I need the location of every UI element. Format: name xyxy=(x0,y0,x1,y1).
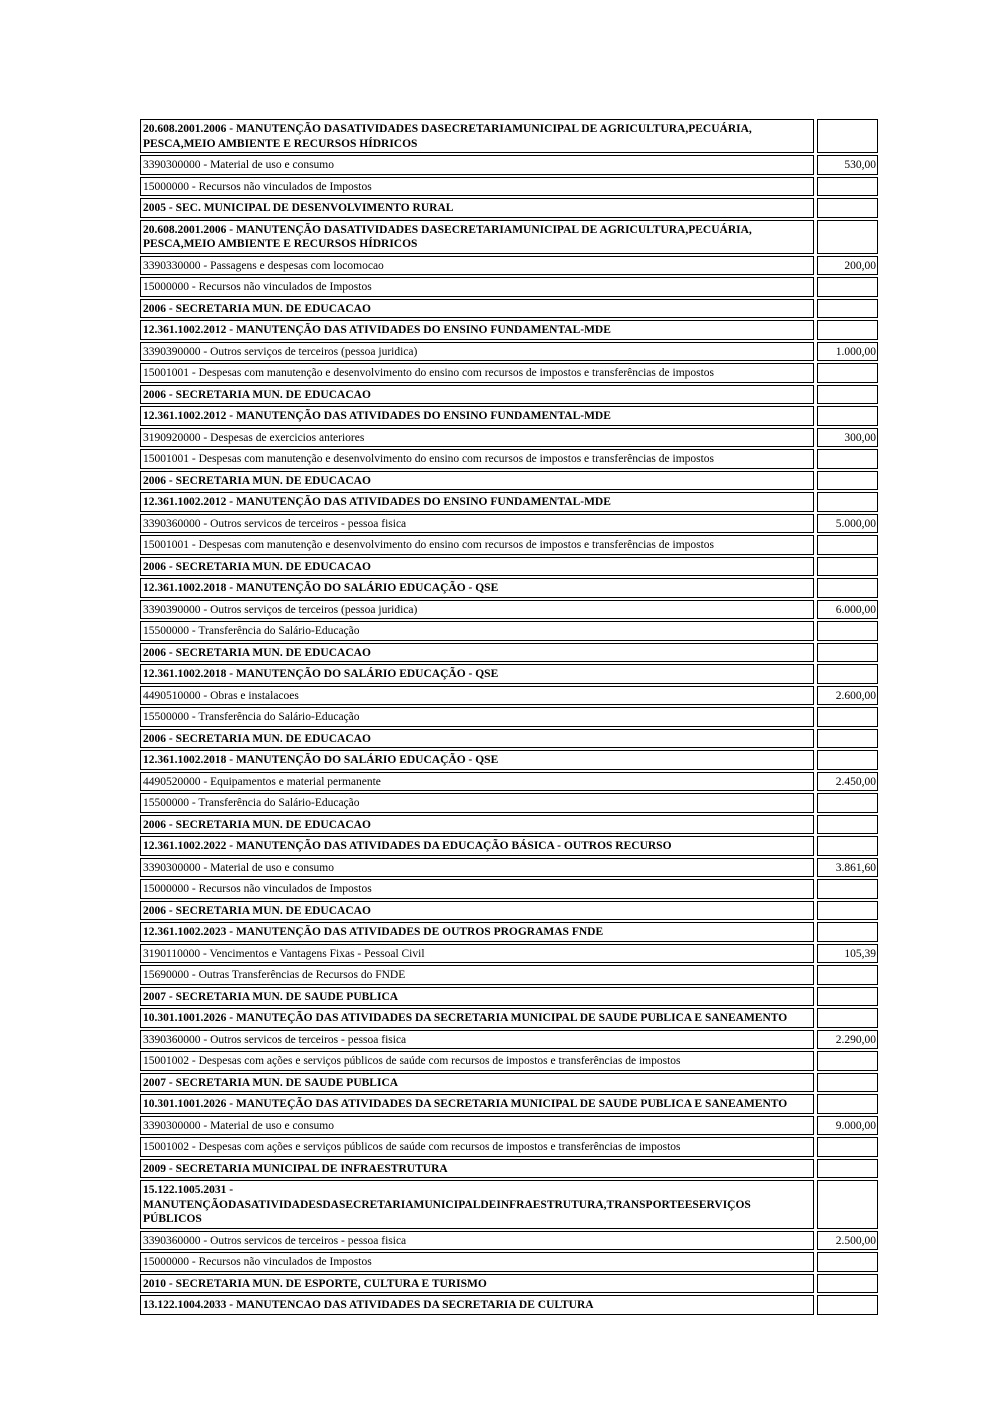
value-cell xyxy=(817,1008,878,1028)
table-row xyxy=(140,879,878,899)
heading-cell: 2006 - SECRETARIA MUN. DE EDUCACAO xyxy=(140,901,814,921)
heading-cell: 2010 - SECRETARIA MUN. DE ESPORTE, CULTURA E TURISMO xyxy=(140,1274,814,1294)
description-cell: 15000000 - Recursos não vinculados de Impostos xyxy=(140,1252,814,1272)
table-row xyxy=(140,256,878,276)
value-cell: 105,39 xyxy=(817,944,878,964)
value-cell xyxy=(817,1274,878,1294)
value-cell xyxy=(817,119,878,153)
description-cell: 3190110000 - Vencimentos e Vantagens Fixas - Pessoal Civil xyxy=(140,944,814,964)
value-cell: 9.000,00 xyxy=(817,1116,878,1136)
value-cell xyxy=(817,750,878,770)
table-row xyxy=(140,772,878,792)
value-cell: 2.500,00 xyxy=(817,1231,878,1251)
table-row xyxy=(140,557,878,577)
value-cell xyxy=(817,922,878,942)
description-cell: 3390300000 - Material de uso e consumo xyxy=(140,155,814,175)
table-row xyxy=(140,858,878,878)
value-cell: 300,00 xyxy=(817,428,878,448)
description-cell: 3390390000 - Outros serviços de terceiros (pessoa juridica) xyxy=(140,342,814,362)
value-cell: 1.000,00 xyxy=(817,342,878,362)
value-cell xyxy=(817,707,878,727)
table-row xyxy=(140,1073,878,1093)
value-cell: 3.861,60 xyxy=(817,858,878,878)
description-cell: 3390390000 - Outros serviços de terceiros (pessoa juridica) xyxy=(140,600,814,620)
value-cell xyxy=(817,815,878,835)
heading-cell: 10.301.1001.2026 - MANUTEÇÃO DAS ATIVIDADES DA SECRETARIA MUNICIPAL DE SAUDE PUBLICA E SANEAMENTO xyxy=(140,1008,814,1028)
value-cell: 2.450,00 xyxy=(817,772,878,792)
heading-cell: 2006 - SECRETARIA MUN. DE EDUCACAO xyxy=(140,299,814,319)
value-cell xyxy=(817,621,878,641)
value-cell xyxy=(817,901,878,921)
value-cell xyxy=(817,198,878,218)
value-cell xyxy=(817,557,878,577)
value-cell xyxy=(817,1137,878,1157)
description-cell: 4490520000 - Equipamentos e material permanente xyxy=(140,772,814,792)
table-row xyxy=(140,686,878,706)
heading-cell: 2006 - SECRETARIA MUN. DE EDUCACAO xyxy=(140,815,814,835)
value-cell xyxy=(817,1094,878,1114)
value-cell xyxy=(817,643,878,663)
table-row xyxy=(140,815,878,835)
description-cell: 15001001 - Despesas com manutenção e desenvolvimento do ensino com recursos de impostos e transferências de impostos xyxy=(140,535,814,555)
value-cell xyxy=(817,1180,878,1229)
table-row xyxy=(140,836,878,856)
heading-cell: 2006 - SECRETARIA MUN. DE EDUCACAO xyxy=(140,557,814,577)
description-cell: 15500000 - Transferência do Salário-Educação xyxy=(140,621,814,641)
value-cell xyxy=(817,363,878,383)
description-cell: 3390360000 - Outros servicos de terceiros - pessoa fisica xyxy=(140,514,814,534)
value-cell xyxy=(817,299,878,319)
heading-cell: 2007 - SECRETARIA MUN. DE SAUDE PUBLICA xyxy=(140,1073,814,1093)
table-row xyxy=(140,492,878,512)
value-cell xyxy=(817,836,878,856)
heading-cell: 2006 - SECRETARIA MUN. DE EDUCACAO xyxy=(140,643,814,663)
table-row xyxy=(140,406,878,426)
value-cell: 6.000,00 xyxy=(817,600,878,620)
value-cell: 5.000,00 xyxy=(817,514,878,534)
value-cell xyxy=(817,578,878,598)
description-cell: 15001001 - Despesas com manutenção e desenvolvimento do ensino com recursos de impostos e transferências de impostos xyxy=(140,449,814,469)
row-gap-cell xyxy=(140,1315,878,1317)
value-cell xyxy=(817,320,878,340)
description-cell: 3190920000 - Despesas de exercicios anteriores xyxy=(140,428,814,448)
table-row xyxy=(140,320,878,340)
value-cell xyxy=(817,406,878,426)
table-row xyxy=(140,944,878,964)
value-cell xyxy=(817,1159,878,1179)
description-cell: 3390360000 - Outros servicos de terceiros - pessoa fisica xyxy=(140,1030,814,1050)
description-cell: 3390300000 - Material de uso e consumo xyxy=(140,1116,814,1136)
heading-cell: 12.361.1002.2012 - MANUTENÇÃO DAS ATIVIDADES DO ENSINO FUNDAMENTAL-MDE xyxy=(140,406,814,426)
value-cell xyxy=(817,987,878,1007)
description-cell: 4490510000 - Obras e instalacoes xyxy=(140,686,814,706)
value-cell xyxy=(817,385,878,405)
table-row xyxy=(140,428,878,448)
table-row xyxy=(140,155,878,175)
description-cell: 15000000 - Recursos não vinculados de Impostos xyxy=(140,177,814,197)
heading-cell: 2006 - SECRETARIA MUN. DE EDUCACAO xyxy=(140,729,814,749)
heading-cell: 12.361.1002.2023 - MANUTENÇÃO DAS ATIVIDADES DE OUTROS PROGRAMAS FNDE xyxy=(140,922,814,942)
table-row xyxy=(140,220,878,254)
description-cell: 15500000 - Transferência do Salário-Educação xyxy=(140,707,814,727)
heading-cell: 2006 - SECRETARIA MUN. DE EDUCACAO xyxy=(140,385,814,405)
description-cell: 15000000 - Recursos não vinculados de Impostos xyxy=(140,879,814,899)
table-row xyxy=(140,471,878,491)
value-cell xyxy=(817,965,878,985)
heading-cell: 12.361.1002.2018 - MANUTENÇÃO DO SALÁRIO EDUCAÇÃO - QSE xyxy=(140,750,814,770)
table-row xyxy=(140,987,878,1007)
table-row xyxy=(140,363,878,383)
table-row xyxy=(140,342,878,362)
table-row xyxy=(140,1008,878,1028)
table-row xyxy=(140,119,878,153)
table-row xyxy=(140,1231,878,1251)
heading-cell: 12.361.1002.2012 - MANUTENÇÃO DAS ATIVIDADES DO ENSINO FUNDAMENTAL-MDE xyxy=(140,320,814,340)
table-row xyxy=(140,299,878,319)
value-cell xyxy=(817,277,878,297)
table-row xyxy=(140,385,878,405)
description-cell: 15001002 - Despesas com ações e serviços públicos de saúde com recursos de impostos e transferências de impostos xyxy=(140,1051,814,1071)
heading-cell: 13.122.1004.2033 - MANUTENCAO DAS ATIVIDADES DA SECRETARIA DE CULTURA xyxy=(140,1295,814,1315)
table-row xyxy=(140,177,878,197)
description-cell: 15001001 - Despesas com manutenção e desenvolvimento do ensino com recursos de impostos e transferências de impostos xyxy=(140,363,814,383)
table-row xyxy=(140,621,878,641)
table-row xyxy=(140,1094,878,1114)
heading-cell: 2006 - SECRETARIA MUN. DE EDUCACAO xyxy=(140,471,814,491)
table-row xyxy=(140,1137,878,1157)
description-cell: 3390360000 - Outros servicos de terceiros - pessoa fisica xyxy=(140,1231,814,1251)
heading-cell: 20.608.2001.2006 - MANUTENÇÃO DASATIVIDADES DASECRETARIAMUNICIPAL DE AGRICULTURA,PECUÁRIA, PESCA,MEIO AMBIENTE E RECURSOS HÍDRICOS xyxy=(140,220,814,254)
description-cell: 15500000 - Transferência do Salário-Educação xyxy=(140,793,814,813)
table-row xyxy=(140,750,878,770)
value-cell: 200,00 xyxy=(817,256,878,276)
table-row xyxy=(140,198,878,218)
value-cell xyxy=(817,535,878,555)
heading-cell: 12.361.1002.2018 - MANUTENÇÃO DO SALÁRIO EDUCAÇÃO - QSE xyxy=(140,664,814,684)
heading-cell: 12.361.1002.2022 - MANUTENÇÃO DAS ATIVIDADES DA EDUCAÇÃO BÁSICA - OUTROS RECURSO xyxy=(140,836,814,856)
value-cell xyxy=(817,664,878,684)
table-row xyxy=(140,664,878,684)
value-cell xyxy=(817,1073,878,1093)
budget-allocation-table xyxy=(140,119,878,1317)
table-row xyxy=(140,1252,878,1272)
heading-cell: 20.608.2001.2006 - MANUTENÇÃO DASATIVIDADES DASECRETARIAMUNICIPAL DE AGRICULTURA,PECUÁRIA, PESCA,MEIO AMBIENTE E RECURSOS HÍDRICOS xyxy=(140,119,814,153)
description-cell: 3390300000 - Material de uso e consumo xyxy=(140,858,814,878)
description-cell: 15690000 - Outras Transferências de Recursos do FNDE xyxy=(140,965,814,985)
table-row xyxy=(140,535,878,555)
value-cell xyxy=(817,1295,878,1315)
heading-cell: 12.361.1002.2018 - MANUTENÇÃO DO SALÁRIO EDUCAÇÃO - QSE xyxy=(140,578,814,598)
table-row xyxy=(140,600,878,620)
value-cell xyxy=(817,879,878,899)
table-row xyxy=(140,578,878,598)
table-row xyxy=(140,643,878,663)
table-row xyxy=(140,729,878,749)
description-cell: 15000000 - Recursos não vinculados de Impostos xyxy=(140,277,814,297)
heading-cell: 15.122.1005.2031 - MANUTENÇÃODASATIVIDADESDASECRETARIAMUNICIPALDEINFRAESTRUTURA,TRANSPORTEESERVIÇOS PÚBLICOS xyxy=(140,1180,814,1229)
value-cell xyxy=(817,1051,878,1071)
table-row xyxy=(140,965,878,985)
table-row xyxy=(140,793,878,813)
value-cell xyxy=(817,793,878,813)
heading-cell: 2005 - SEC. MUNICIPAL DE DESENVOLVIMENTO RURAL xyxy=(140,198,814,218)
table-row xyxy=(140,901,878,921)
table-row xyxy=(140,1180,878,1229)
value-cell xyxy=(817,1252,878,1272)
value-cell xyxy=(817,449,878,469)
value-cell: 530,00 xyxy=(817,155,878,175)
heading-cell: 2007 - SECRETARIA MUN. DE SAUDE PUBLICA xyxy=(140,987,814,1007)
description-cell: 3390330000 - Passagens e despesas com locomocao xyxy=(140,256,814,276)
heading-cell: 10.301.1001.2026 - MANUTEÇÃO DAS ATIVIDADES DA SECRETARIA MUNICIPAL DE SAUDE PUBLICA E SANEAMENTO xyxy=(140,1094,814,1114)
value-cell: 2.600,00 xyxy=(817,686,878,706)
row-gap xyxy=(140,1315,878,1317)
table-row xyxy=(140,449,878,469)
heading-cell: 2009 - SECRETARIA MUNICIPAL DE INFRAESTRUTURA xyxy=(140,1159,814,1179)
table-row xyxy=(140,1051,878,1071)
heading-cell: 12.361.1002.2012 - MANUTENÇÃO DAS ATIVIDADES DO ENSINO FUNDAMENTAL-MDE xyxy=(140,492,814,512)
table-row xyxy=(140,1116,878,1136)
value-cell: 2.290,00 xyxy=(817,1030,878,1050)
table-body xyxy=(140,119,878,1317)
table-row xyxy=(140,707,878,727)
table-row xyxy=(140,277,878,297)
value-cell xyxy=(817,492,878,512)
table-row xyxy=(140,1030,878,1050)
value-cell xyxy=(817,220,878,254)
value-cell xyxy=(817,729,878,749)
table-row xyxy=(140,1159,878,1179)
value-cell xyxy=(817,177,878,197)
table-row xyxy=(140,514,878,534)
table-row xyxy=(140,922,878,942)
table-row xyxy=(140,1274,878,1294)
table-row xyxy=(140,1295,878,1315)
description-cell: 15001002 - Despesas com ações e serviços públicos de saúde com recursos de impostos e transferências de impostos xyxy=(140,1137,814,1157)
value-cell xyxy=(817,471,878,491)
